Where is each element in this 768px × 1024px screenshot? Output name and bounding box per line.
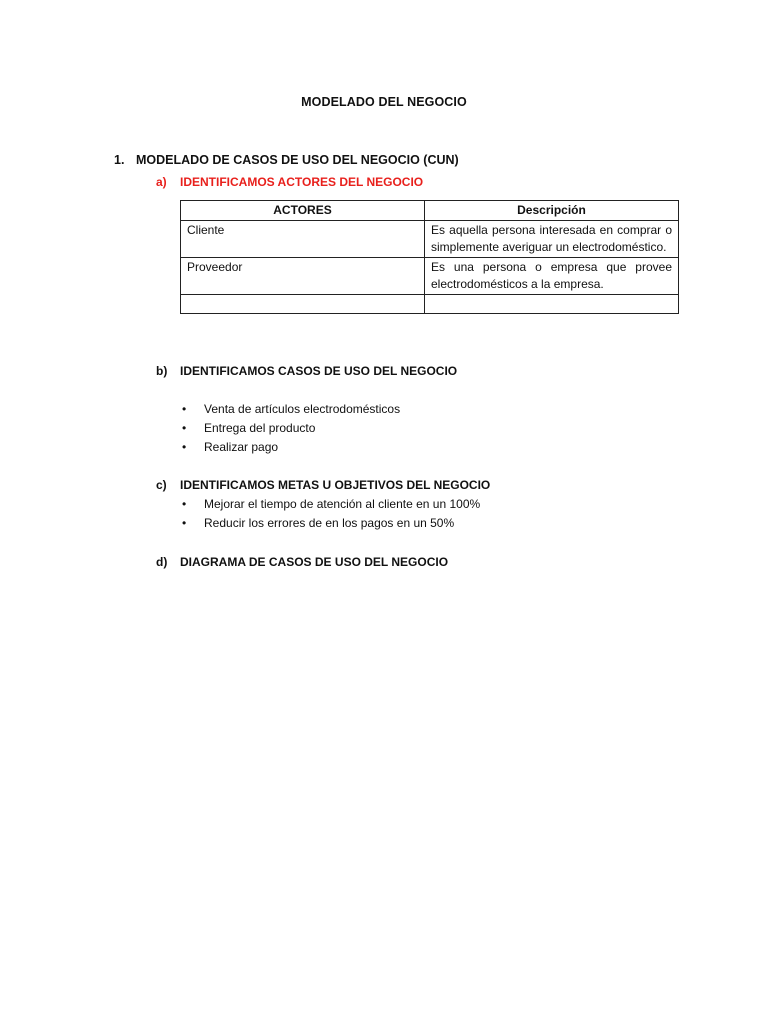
subsection-d-heading [156, 555, 448, 569]
list-item-text: Entrega del producto [204, 421, 316, 435]
description-cell: Es una persona o empresa que provee electrodomésticos a la empresa. [425, 258, 679, 295]
subsection-c-label: IDENTIFICAMOS METAS U OBJETIVOS DEL NEGOCIO [180, 478, 491, 492]
table-header-actores: ACTORES [181, 201, 425, 221]
goals-list [180, 495, 480, 533]
subsection-a-label: IDENTIFICAMOS ACTORES DEL NEGOCIO [180, 175, 424, 189]
bullet-icon: • [182, 497, 187, 511]
use-case-list [180, 400, 400, 457]
bullet-icon: • [182, 402, 187, 416]
subsection-d-letter: d) [156, 555, 168, 569]
subsection-b-heading [156, 364, 457, 378]
description-cell [425, 295, 679, 314]
subsection-c-letter: c) [156, 478, 167, 492]
subsection-d-label: DIAGRAMA DE CASOS DE USO DEL NEGOCIO [180, 555, 449, 569]
subsection-a-letter: a) [156, 175, 167, 189]
actors-table [180, 200, 679, 314]
table-row [181, 258, 679, 295]
subsection-c-heading [156, 478, 490, 492]
table-row [181, 221, 679, 258]
list-item [180, 419, 400, 438]
list-item [180, 400, 400, 419]
actor-cell [181, 295, 425, 314]
list-item-text: Venta de artículos electrodomésticos [204, 402, 401, 416]
bullet-icon: • [182, 440, 187, 454]
list-item-text: Mejorar el tiempo de atención al cliente en un 100% [204, 497, 481, 511]
list-item [180, 438, 400, 457]
document-title: MODELADO DEL NEGOCIO [301, 95, 467, 109]
list-item-text: Reducir los errores de en los pagos en un 50% [204, 516, 455, 530]
subsection-b-letter: b) [156, 364, 168, 378]
table-header-descripcion: Descripción [425, 201, 679, 221]
list-item [180, 514, 480, 533]
section-heading [114, 153, 459, 167]
list-item [180, 495, 480, 514]
subsection-b-label: IDENTIFICAMOS CASOS DE USO DEL NEGOCIO [180, 364, 458, 378]
list-item-text: Realizar pago [204, 440, 279, 454]
section-number: 1. [114, 153, 125, 167]
table-header-row [181, 201, 679, 221]
table-row-empty [181, 295, 679, 314]
subsection-a-heading [156, 175, 423, 189]
bullet-icon: • [182, 516, 187, 530]
actor-cell: Cliente [181, 221, 425, 258]
actor-cell: Proveedor [181, 258, 425, 295]
section-label: MODELADO DE CASOS DE USO DEL NEGOCIO (CUN) [136, 153, 459, 167]
description-cell: Es aquella persona interesada en comprar o simplemente averiguar un electrodoméstico. [425, 221, 679, 258]
bullet-icon: • [182, 421, 187, 435]
